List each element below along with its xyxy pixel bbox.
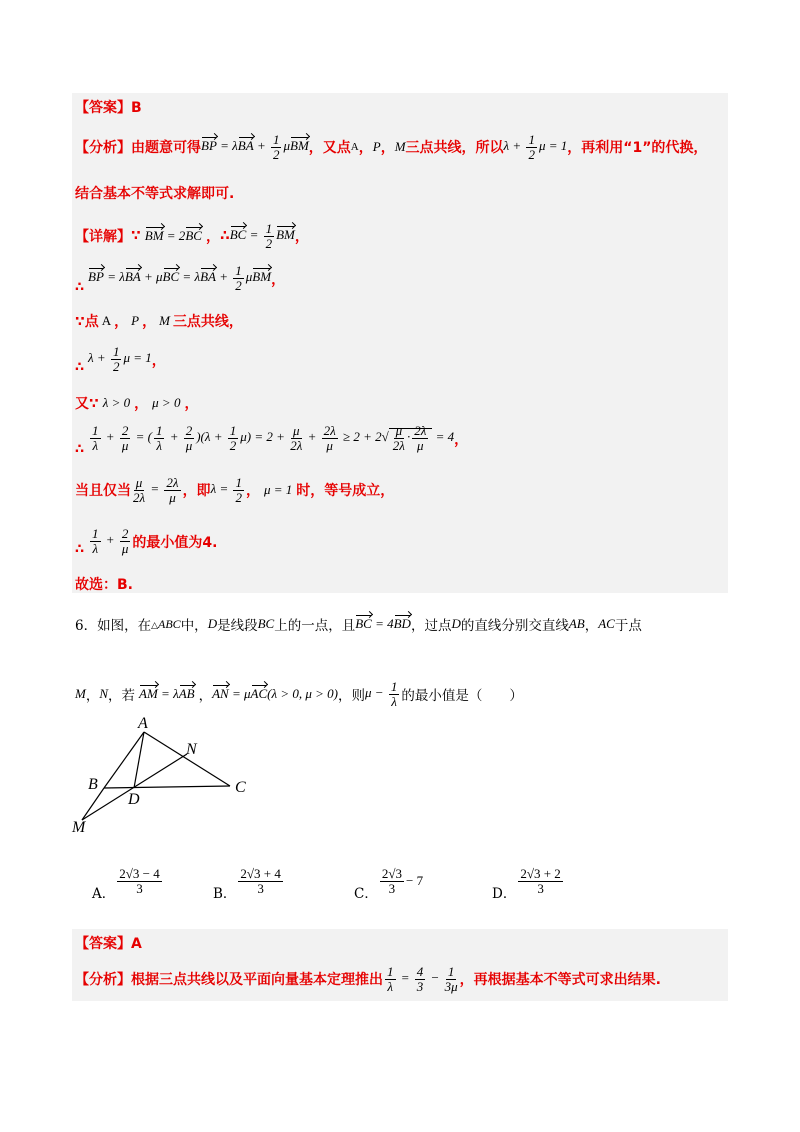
solution-box-q5 [72,93,728,593]
q5-detail-4: ∴ λ + $\frac{1}{2}$ μ = 1 ， [75,344,166,375]
q5-choose: 故选：B. [75,577,133,593]
label-C: C [235,779,246,796]
option-a[interactable]: A． $\frac{2√3 - 4}{3}$ [92,865,160,902]
q5-detail-3: ∵点 A ， P ， M 三点共线， [75,313,243,330]
q5-detail-5: 又∵ λ > 0 ， μ > 0 ， [75,395,199,412]
q5-answer: 【答案】B [75,100,142,116]
q5-detail-8: ∴ $\frac{1}{\lambda}$ + $\frac{2}{\mu}$ 的最小值为4. [75,526,218,557]
q5-detail-7: 当且仅当 $\frac{\mu}{2\lambda}$ = $\frac{2\lambda}{\mu}$ ，即 λ = $\frac{1}{2}$ ， μ = 1 时，等号成立， [75,475,395,505]
label-B: B [88,776,98,793]
label-A: A [138,715,148,732]
q5-analysis-cont: 结合基本不等式求解即可. [75,186,235,202]
option-b[interactable]: B． $\frac{2√3 + 4}{3}$ [213,865,281,902]
label-M: M [72,819,86,836]
q5-detail-6: ∴ $\frac{1}{\lambda}$ + $\frac{2}{\mu}$ = ( $\frac{1}{\lambda}$ + $\frac{2}{\mu}$ )(λ + $\frac{1}{2}$ μ) = 2 + $\frac{\mu}{2\lambda}$ + $\frac{2\lambda}{\mu}$ ≥ 2 + 2√ $\frac{\mu}{2\lambda}$ · $\frac{2\lambda}{\mu}$ = 4 ， [75,423,469,457]
q5-detail-1: 【详解】 ∵ BM = 2BC ， ∴ BC = $\frac{1}{2}$ BM ， [75,221,309,251]
q5-analysis: 【分析】 由题意可得 BP = λBA + $\frac{1}{2}$ μBM ，又点 A ， P ， M 三点共线，所以 λ + $\frac{1}{2}$ μ = 1 ，再利用“1”的代换， [75,132,708,162]
q6-answer: 【答案】A [75,936,142,952]
label-D: D [128,791,140,808]
option-d[interactable]: D． $\frac{2√3 + 2}{3}$ [492,865,561,902]
q6-analysis: 【分析】 根据三点共线以及平面向量基本定理推出 $\frac{1}{\lambda}$ = $\frac{4}{3}$ − $\frac{1}{3\mu}$ ，再根据基本不等式可求出结果. [75,964,661,994]
q5-detail-2: ∴ BP = λBA + μBC = λBA + $\frac{1}{2}$ μBM ， [75,263,286,295]
q6-stem-2: M ， N ，若 AM = λAB ， AN = μAC(λ > 0, μ > 0) ，则 μ − $\frac{1}{\lambda}$ 的最小值是（ ） [75,679,523,709]
formula: BP = λBA + $\frac{1}{2}$ μBM [201,132,309,162]
triangle-figure [70,712,270,837]
label-N: N [186,741,197,758]
q6-stem-1: 6．如图，在 △ABC 中， D 是线段 BC 上的一点，且 BC = 4BD ，过点 D 的直线分别交直线 AB ， AC 于点 [75,616,642,634]
option-c[interactable]: C． $\frac{2√3}{3}$ − 7 [354,865,424,902]
